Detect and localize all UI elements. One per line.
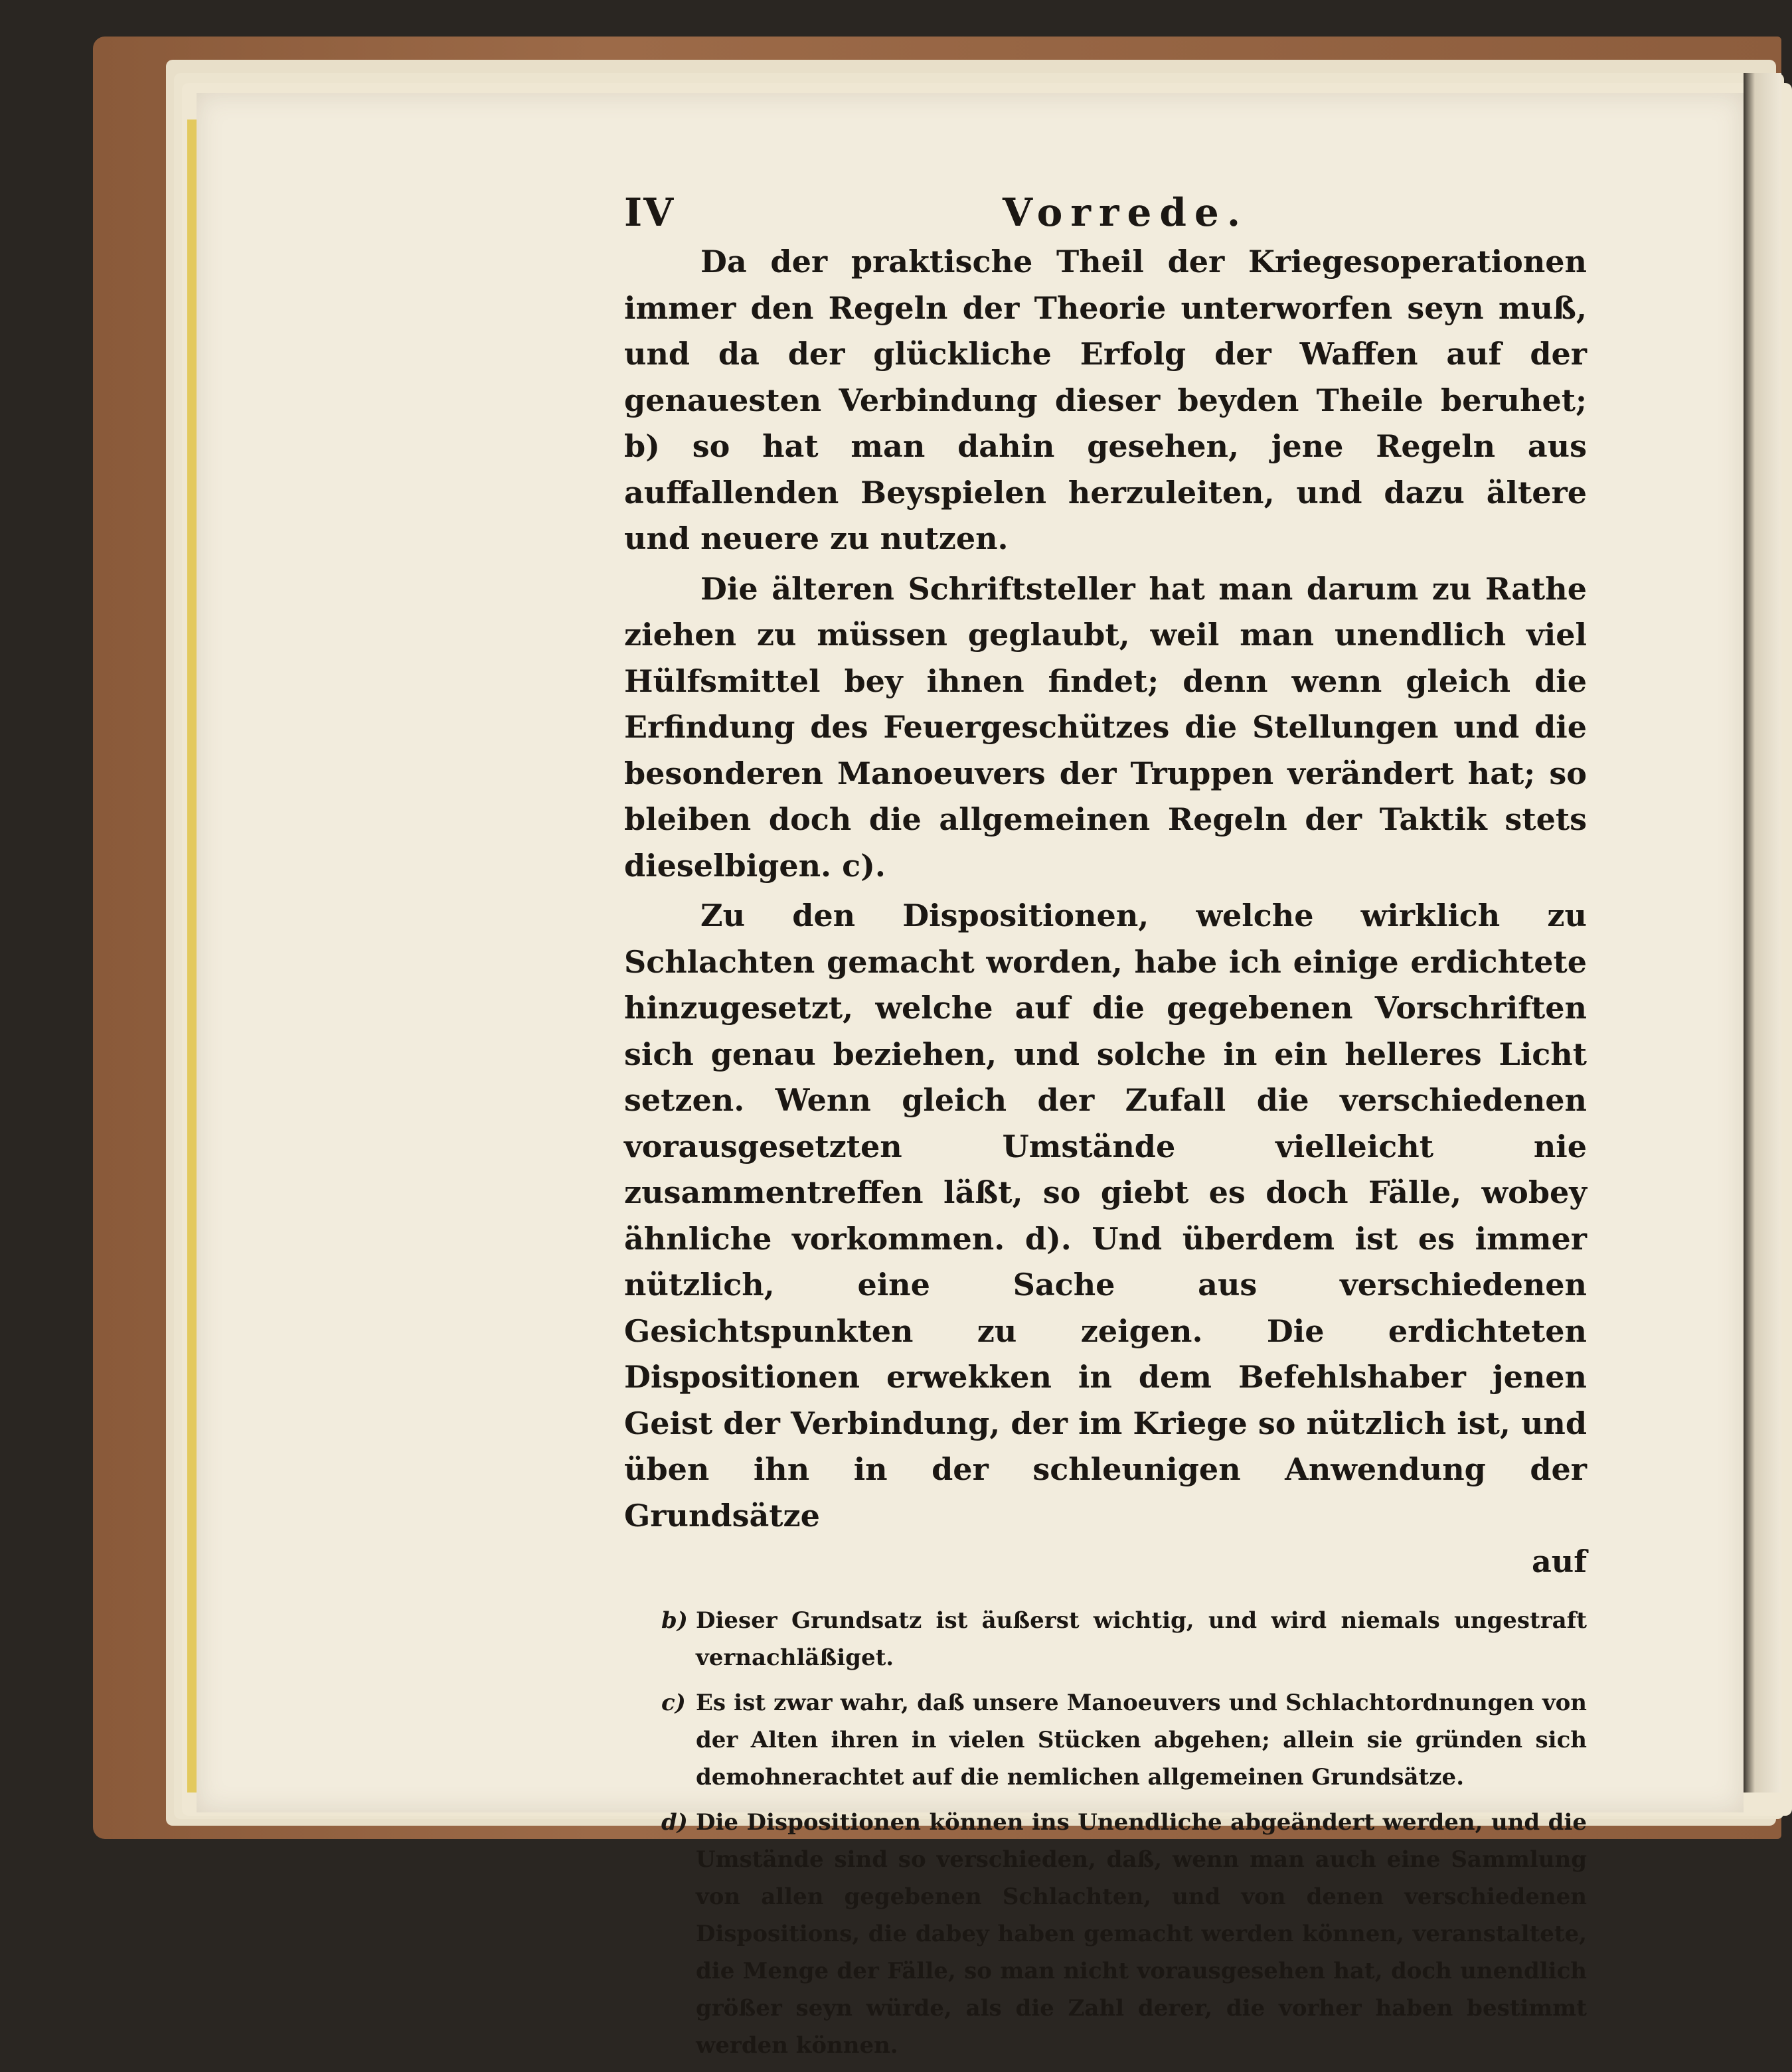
footnote-mark: b) xyxy=(661,1607,688,1634)
body-paragraph: Die älteren Schriftsteller hat man darum zu Rathe ziehen zu müssen geglaubt, weil man unendlich viel Hülfsmittel bey ihnen findet; denn wenn gleich die Erfindung des Feuergeschützes die Stellungen und die besonderen Manoeuvers der Truppen verändert hat; so bleiben doch die allgemeinen Regeln der Taktik stets dieselbigen. c). xyxy=(624,570,1587,884)
page-text-block xyxy=(624,186,1587,2072)
running-title: Vorrede. xyxy=(1003,190,1249,235)
footnote xyxy=(661,1602,1587,1676)
body-paragraph: Da der praktische Theil der Kriegesoperationen immer den Regeln der Theorie unterworfen seyn muß, und da der glückliche Erfolg der Waffen auf der genauesten Verbindung dieser beyden Theile beruhet; b) so hat man dahin gesehen, jene Regeln aus auffallenden Beyspielen herzuleiten, und dazu ältere und neuere zu nutzen. xyxy=(624,244,1587,556)
footnote xyxy=(661,1804,1587,2064)
gilt-page-edge xyxy=(187,120,197,1793)
body-paragraph: Zu den Dispositionen, welche wirklich zu Schlachten gemacht worden, habe ich einige erdichtete hinzugesetzt, welche auf die gegebenen Vorschriften sich genau beziehen, und solche in ein helleres Licht setzen. Wenn gleich der Zufall die verschiedenen vorausgesetzten Umstände vielleicht nie zusammentreffen läßt, so giebt es doch Fälle, wobey ähnliche vorkommen. d). Und überdem ist es immer nützlich, eine Sache aus verschiedenen Gesichtspunkten zu zeigen. Die erdichteten Dispositionen erwekken in dem Befehlshaber jenen Geist der Verbindung, der im Kriege so nützlich ist, und üben ihn in der schleunigen Anwendung der Grundsätze xyxy=(624,898,1587,1534)
footnote-mark: c) xyxy=(661,1690,686,1716)
footnote-mark: d) xyxy=(661,1809,688,1836)
footnotes xyxy=(624,1602,1587,2064)
footnote-text: Die Dispositionen können ins Unendliche abgeändert werden, und die Umstände sind so verschieden, daß, wenn man auch eine Sammlung von allen gegebenen Schlachten, und von denen verschiedenen Dispositions, die dabey haben gemacht werden können, veranstaltete, die Menge der Fälle, so man nicht vorausgesehen hat, doch unendlich größer seyn würde, als die Zahl derer, die vorher haben bestimmt werden können. xyxy=(696,1809,1587,2059)
page-header xyxy=(624,186,1587,239)
facing-page-edge xyxy=(1744,73,1781,1793)
footnote-text: Dieser Grundsatz ist äußerst wichtig, und wird niemals ungestraft vernachläßiget. xyxy=(696,1607,1587,1671)
footnote xyxy=(661,1684,1587,1796)
catchword: auf xyxy=(1531,1544,1587,1579)
footnote-text: Es ist zwar wahr, daß unsere Manoeuvers und Schlachtordnungen von der Alten ihren in vielen Stücken abgehen; allein sie gründen sich demohnerachtet auf die nemlichen allgemeinen Grundsätze. xyxy=(696,1690,1587,1791)
page-number: IV xyxy=(624,190,675,235)
